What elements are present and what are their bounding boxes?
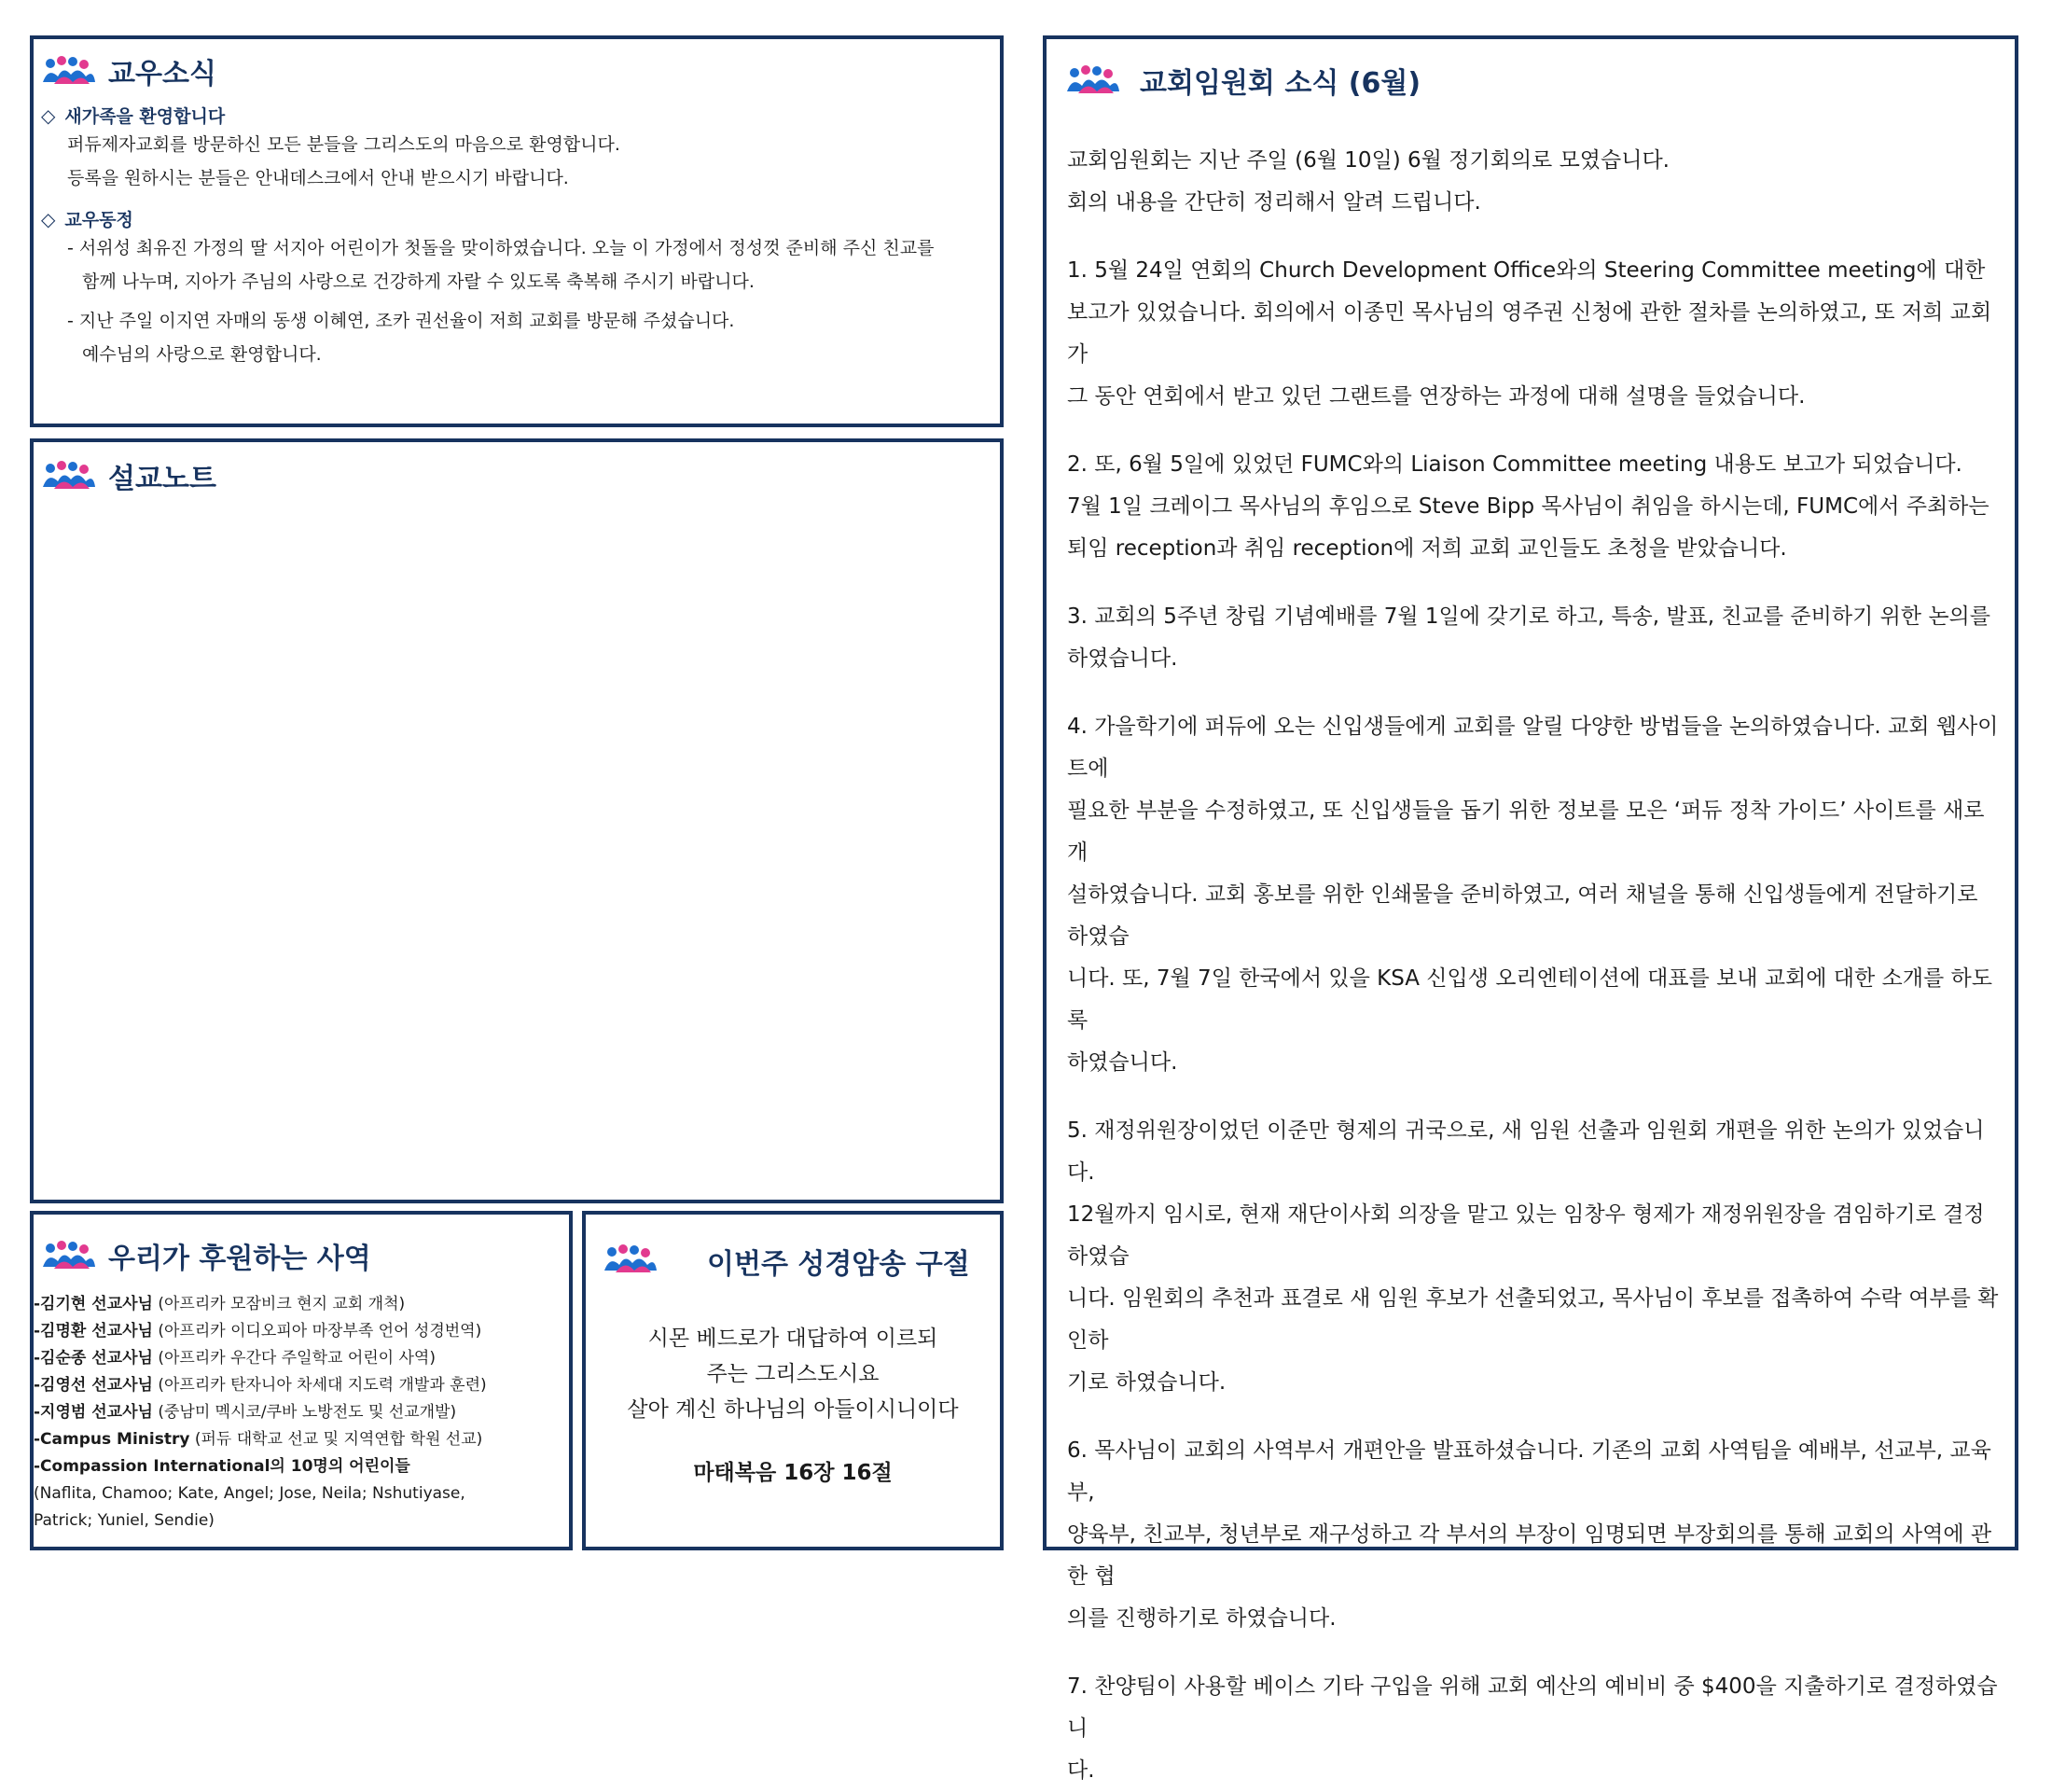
list-item: -Compassion International의 10명의 어린이들 <box>34 1457 410 1476</box>
church-news-title: 교우소식 <box>41 50 216 91</box>
church-news-panel <box>30 35 1004 427</box>
church-logo-icon <box>1065 63 1121 97</box>
list-item: -지영범 선교사님 (중남미 멕시코/쿠바 노방전도 및 선교개발) <box>34 1403 457 1422</box>
board-item-6: 6. 목사님이 교회의 사역부서 개편안을 발표하셨습니다. 기존의 교회 사역팀을 예배부, 선교부, 교육부, 양육부, 친교부, 청년부로 재구성하고 각 부서의 부장이 임명되면 부장회의를 통해 교회의 사역에 관한 협 의를 진행하기로 하였습니다. <box>1067 1438 1992 1631</box>
missions-title: 우리가 후원하는 사역 <box>41 1235 371 1276</box>
missions-list <box>34 1291 569 1535</box>
board-news-body: 교회임원회는 지난 주일 (6월 10일) 6월 정기회의로 모였습니다. 회의 내용을 간단히 정리해서 알려 드립니다. 1. 5월 24일 연회의 Church Development Office와의 Steering Committee meeting에 대한 보고가 있었습니다. 회의에서 이종민 목사님의 영주권 신청에 관한 절차를 논의하였고, 또 저희 교회가 그 동안 연회에서 받고 있던 그랜트를 연장하는 과정에 대해 설명을 들었습니다. 2. 또, 6월 5일에 있었던 FUMC와의 Liaison Committee meeting 내용도 보고가 되었습니다. 7월 1일 크레이그 목사님의 후임으로 Steve Bipp 목사님이 취임을 하시는데, FUMC에서 주최하는 퇴임 reception과 취임 reception에 저희 교회 교인들도 초청을 받았습니다. 3. 교회의 5주년 창립 기념예배를 7월 1일에 갖기로 하고, 특송, 발표, 친교를 준비하기 위한 논의를 하였습니다. 4. 가을학기에 퍼듀에 오는 신입생들에게 교회를 알릴 다양한 방법들을 논의하였습니다. 교회 웹사이트에 필요한 부분을 수정하였고, 또 신입생들을 돕기 위한 정보를 모은 ‘퍼듀 정착 가이드’ 사이트를 새로 개 설하였습니다. 교회 홍보를 위한 인쇄물을 준비하였고, 여러 채널을 통해 신입생들에게 전달하기로 하였습 니다. 또, 7월 7일 한국에서 있을 KSA 신입생 오리엔테이션에 대표를 보내 교회에 대한 소개를 하도록 하였습니다. 5. 재정위원장이었던 이준만 형제의 귀국으로, 새 임원 선출과 임원회 개편을 위한 논의가 있었습니다. 12월까지 임시로, 현재 재단이사회 의장을 맡고 있는 임창우 형제가 재정위원장을 겸임하기로 결정하였습 니다. 임원회의 추천과 표결로 새 임원 후보가 선출되었고, 목사님이 후보를 접촉하여 수락 여부를 확인하 기로 하였습니다. 6. 목사님이 교회의 사역부서 개편안을 발표하셨습니다. 기존의 교회 사역팀을 예배부, 선교부, 교육부, 양육부, 친교부, 청년부로 재구성하고 각 부서의 부장이 임명되면 부장회의를 통해 교회의 사역에 관한 협 의를 진행하기로 하였습니다. 7. 찬양팀이 사용할 베이스 기타 구입을 위해 교회 예산의 예비비 중 $400을 지출하기로 결정하였습니 다. <box>1067 140 2000 1792</box>
board-item-7: 7. 찬양팀이 사용할 베이스 기타 구입을 위해 교회 예산의 예비비 중 $400을 지출하기로 결정하였습니 다. <box>1067 1674 1998 1783</box>
church-logo-icon <box>41 459 97 493</box>
church-logo-icon <box>41 54 97 88</box>
updates-text: - 서위성 최유진 가정의 딸 서지아 어린이가 첫돌을 맞이하였습니다. 오늘 이 가정에서 정성껏 준비해 주신 친교를 함께 나누며, 지아가 주님의 사랑으로 건강하게 자랄 수 있도록 축복해 주시기 바랍니다. - 지난 주일 이지연 자매의 동생 이혜연, 조카 권선율이 저희 교회를 방문해 주셨습니다. 예수님의 사랑으로 환영합니다. <box>67 238 935 365</box>
list-item: -김순종 선교사님 (아프리카 우간다 주일학교 어린이 사역) <box>34 1349 436 1368</box>
board-news-panel <box>1043 35 2018 1783</box>
list-item: -Campus Ministry (퍼듀 대학교 선교 및 지역연합 학원 선교) <box>34 1430 483 1449</box>
board-item-1: 1. 5월 24일 연회의 Church Development Office와의 Steering Committee meeting에 대한 보고가 있었습니다. 회의에서 이종민 목사님의 영주권 신청에 관한 절차를 논의하였고, 또 저희 교회가 그 동안 연회에서 받고 있던 그랜트를 연장하는 과정에 대해 설명을 들었습니다. <box>1067 258 1992 409</box>
memory-verse-title: 이번주 성경암송 구절 <box>707 1248 970 1281</box>
children-names: Patrick; Yuniel, Sendie) <box>34 1511 215 1530</box>
board-item-4: 4. 가을학기에 퍼듀에 오는 신입생들에게 교회를 알릴 다양한 방법들을 논의하였습니다. 교회 웹사이트에 필요한 부분을 수정하였고, 또 신입생들을 돕기 위한 정보를 모은 ‘퍼듀 정착 가이드’ 사이트를 새로 개 설하였습니다. 교회 홍보를 위한 인쇄물을 준비하였고, 여러 채널을 통해 신입생들에게 전달하기로 하였습 니다. 또, 7월 7일 한국에서 있을 KSA 신입생 오리엔테이션에 대표를 보내 교회에 대한 소개를 하도록 하였습니다. <box>1067 715 1999 1075</box>
sermon-notes-title: 설교노트 <box>41 455 216 496</box>
church-logo-icon <box>41 1239 97 1272</box>
church-logo-icon <box>603 1243 659 1276</box>
list-item: -김영선 선교사님 (아프리카 탄자니아 차세대 지도력 개발과 훈련) <box>34 1376 487 1395</box>
diamond-bullet-icon: ◇ <box>41 104 56 127</box>
list-item: -김명환 선교사님 (아프리카 이디오피아 마장부족 언어 성경번역) <box>34 1322 482 1341</box>
sermon-notes-area[interactable] <box>43 507 991 1190</box>
updates-heading: ◇ 교우동정 <box>41 207 133 230</box>
board-item-2: 2. 또, 6월 5일에 있었던 FUMC와의 Liaison Committee meeting 내용도 보고가 되었습니다. 7월 1일 크레이그 목사님의 후임으로 Steve Bipp 목사님이 취임을 하시는데, FUMC에서 주최하는 퇴임 reception과 취임 reception에 저희 교회 교인들도 초청을 받았습니다. <box>1067 452 1990 561</box>
board-news-title: 교회임원회 소식 (6월) <box>1065 60 1421 101</box>
diamond-bullet-icon: ◇ <box>41 207 56 230</box>
sermon-notes-panel <box>30 438 1004 1203</box>
welcome-heading: ◇ 새가족을 환영합니다 <box>41 104 226 127</box>
board-item-5: 5. 재정위원장이었던 이준만 형제의 귀국으로, 새 임원 선출과 임원회 개편을 위한 논의가 있었습니다. 12월까지 임시로, 현재 재단이사회 의장을 맡고 있는 임창우 형제가 재정위원장을 겸임하기로 결정하였습 니다. 임원회의 추천과 표결로 새 임원 후보가 선출되었고, 목사님이 후보를 접촉하여 수락 여부를 확인하 기로 하였습니다. <box>1067 1118 1999 1395</box>
welcome-text: 퍼듀제자교회를 방문하신 모든 분들을 그리스도의 마음으로 환영합니다. 등록을 원하시는 분들은 안내데스크에서 안내 받으시기 바랍니다. <box>67 134 620 188</box>
verse-text: 시몬 베드로가 대답하여 이르되 주는 그리스도시요 살아 계신 하나님의 아들이시니이다 <box>627 1327 959 1422</box>
verse-reference: 마태복음 16장 16절 <box>693 1461 893 1485</box>
memory-verse-panel <box>582 1211 1004 1550</box>
missions-panel <box>30 1211 573 1550</box>
list-item: -김기현 선교사님 (아프리카 모잠비크 현지 교회 개척) <box>34 1295 406 1313</box>
board-item-3: 3. 교회의 5주년 창립 기념예배를 7월 1일에 갖기로 하고, 특송, 발표, 친교를 준비하기 위한 논의를 하였습니다. <box>1067 604 1990 671</box>
children-names: (Naflita, Chamoo; Kate, Angel; Jose, Neila; Nshutiyase, <box>34 1484 465 1503</box>
